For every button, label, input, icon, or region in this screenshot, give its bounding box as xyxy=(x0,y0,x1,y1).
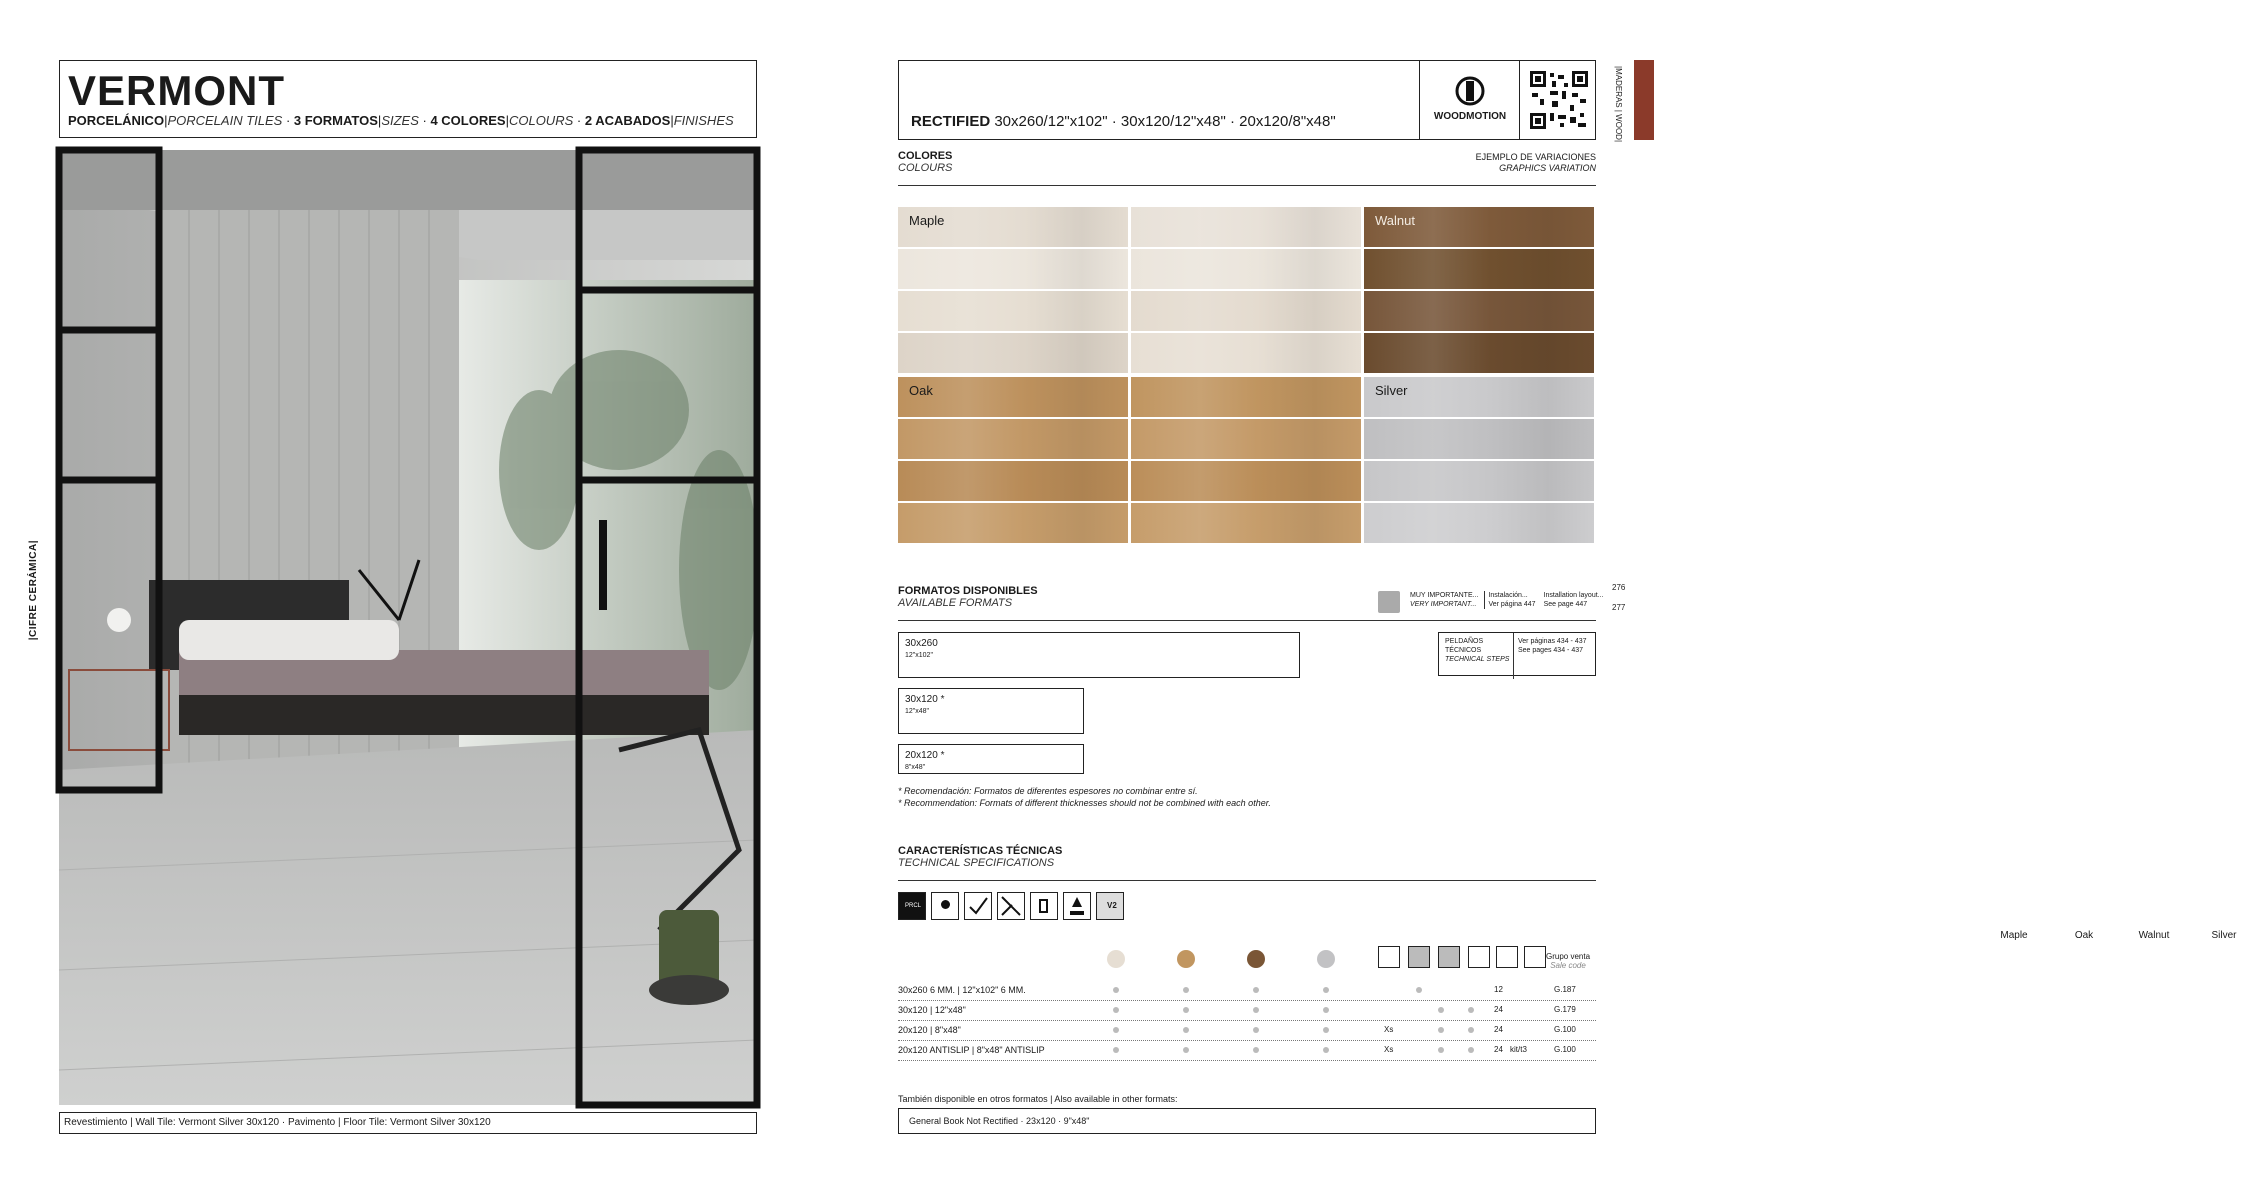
availability-dot xyxy=(1438,1027,1444,1033)
section-tab-label: |MADERAS | WOOD| xyxy=(1614,66,1623,143)
availability-dot xyxy=(1323,1047,1329,1053)
general-book-box: General Book Not Rectified · 23x120 · 9"x48" xyxy=(898,1108,1596,1134)
availability-dot xyxy=(1323,1007,1329,1013)
col-head-silver: Silver xyxy=(2211,930,2237,941)
also-available-label: También disponible en otros formatos | Also available in other formats: xyxy=(898,1094,1178,1104)
room-photo xyxy=(59,150,757,1105)
swatch-label-oak: Oak xyxy=(909,383,933,398)
col-head-maple: Maple xyxy=(2000,930,2028,941)
swatch-oak-4 xyxy=(898,503,1128,543)
row-group: G.100 xyxy=(1554,1045,1576,1054)
row-qty: 24 xyxy=(1494,1025,1503,1034)
format-20x120: 20x120 * 8"x48" xyxy=(898,744,1084,774)
color-dot-walnut xyxy=(1247,950,1265,968)
table-row xyxy=(898,1040,1596,1061)
swatch-oak-b-1 xyxy=(1131,377,1361,417)
page-numbers: 276 277 xyxy=(1612,583,1626,612)
technical-steps-box: PELDAÑOS TÉCNICOS TECHNICAL STEPS Ver páginas 434 - 437 See pages 434 - 437 xyxy=(1438,632,1596,676)
availability-dot xyxy=(1183,1027,1189,1033)
swatch-maple-1 xyxy=(898,207,1128,247)
availability-dot xyxy=(1438,1007,1444,1013)
swatch-maple-b-3 xyxy=(1131,291,1361,331)
swatch-walnut-1 xyxy=(1364,207,1594,247)
swatch-silver-2 xyxy=(1364,419,1594,459)
availability-dot xyxy=(1253,1027,1259,1033)
important-icon xyxy=(1378,591,1400,613)
formats-heading: FORMATOS DISPONIBLES AVAILABLE FORMATS xyxy=(898,585,1038,609)
colors-divider xyxy=(898,185,1596,186)
tech-heading: CARACTERÍSTICAS TÉCNICAS TECHNICAL SPECIFICATIONS xyxy=(898,845,1063,869)
photo-caption: Revestimiento | Wall Tile: Vermont Silver 30x120 · Pavimento | Floor Tile: Vermont Silver 30x120 xyxy=(59,1112,757,1134)
subtitle-formats: 3 FORMATOS xyxy=(293,113,378,128)
woodmotion-logo-icon xyxy=(1455,75,1485,107)
availability-dot xyxy=(1183,1007,1189,1013)
swatch-oak-1 xyxy=(898,377,1128,417)
availability-dot xyxy=(1468,1007,1474,1013)
col-head-walnut: Walnut xyxy=(2138,930,2170,941)
rectified-sizes-box xyxy=(898,60,1596,140)
brand-side-label: |CIFRE CERÁMICA| xyxy=(28,540,39,641)
swatch-maple-b-4 xyxy=(1131,333,1361,373)
availability-dot xyxy=(1468,1047,1474,1053)
swatch-oak-2 xyxy=(898,419,1128,459)
swatch-maple-b-1 xyxy=(1131,207,1361,247)
col-head-oak: Oak xyxy=(2074,930,2094,941)
availability-dot xyxy=(1416,987,1422,993)
row-label: 30x260 6 MM. | 12"x102" 6 MM. xyxy=(898,985,1026,995)
availability-dot xyxy=(1438,1047,1444,1053)
matt-icon xyxy=(931,892,959,920)
swatch-oak-b-2 xyxy=(1131,419,1361,459)
swatch-oak-b-3 xyxy=(1131,461,1361,501)
row-label: 20x120 ANTISLIP | 8"x48" ANTISLIP xyxy=(898,1045,1045,1055)
swatch-maple-3 xyxy=(898,291,1128,331)
spec-header-icon-1 xyxy=(1378,946,1400,968)
swatch-grid xyxy=(898,207,1596,547)
availability-dot xyxy=(1253,1007,1259,1013)
recommendation-note: * Recomendación: Formatos de diferentes espesores no combinar entre sí. * Recommendation: Formats of different thicknesses should not be combined with each other. xyxy=(898,786,1271,808)
woodmotion-logo-cell xyxy=(1419,61,1520,139)
row-qty: 24 xyxy=(1494,1045,1503,1054)
swatch-silver-3 xyxy=(1364,461,1594,501)
spec-header-icon-2 xyxy=(1408,946,1430,968)
availability-dot xyxy=(1253,987,1259,993)
qr-code-icon[interactable] xyxy=(1519,61,1597,139)
spec-header-icon-5 xyxy=(1496,946,1518,968)
swatch-silver-1 xyxy=(1364,377,1594,417)
color-dot-silver xyxy=(1317,950,1335,968)
availability-dot xyxy=(1323,1027,1329,1033)
row-label: 20x120 | 8"x48" xyxy=(898,1025,961,1035)
swatch-oak-b-4 xyxy=(1131,503,1361,543)
swatch-label-silver: Silver xyxy=(1375,383,1408,398)
rectified-sizes-text xyxy=(911,113,1336,130)
swatch-maple-4 xyxy=(898,333,1128,373)
row-extra: kit/t3 xyxy=(1510,1045,1527,1054)
page-title: VERMONT xyxy=(68,67,285,114)
table-row xyxy=(898,980,1596,1001)
prcl-icon: PRCL xyxy=(898,892,926,920)
availability-dot xyxy=(1113,1047,1119,1053)
swatch-walnut-2 xyxy=(1364,249,1594,289)
row-group: G.179 xyxy=(1554,1005,1576,1014)
group-header: Grupo venta Sale code xyxy=(1545,952,1591,970)
swatch-label-walnut: Walnut xyxy=(1375,213,1415,228)
row-qty: 12 xyxy=(1494,985,1503,994)
formats-divider xyxy=(898,620,1596,621)
availability-dot xyxy=(1323,987,1329,993)
variation-heading: EJEMPLO DE VARIACIONES GRAPHICS VARIATION xyxy=(1475,152,1596,173)
tech-divider xyxy=(898,880,1596,881)
swatch-walnut-4 xyxy=(1364,333,1594,373)
subtitle-porcelain: PORCELÁNICO xyxy=(68,113,165,128)
table-row xyxy=(898,1000,1596,1021)
wall-icon xyxy=(1030,892,1058,920)
availability-dot xyxy=(1183,1047,1189,1053)
swatch-maple-2 xyxy=(898,249,1128,289)
subtitle: PORCELÁNICO|PORCELAIN TILES · 3 FORMATOS|SIZES · 4 COLORES|COLOURS · 2 ACABADOS|FINISHES xyxy=(68,113,734,128)
antislip-icon xyxy=(997,892,1025,920)
rectified-label: RECTIFIED xyxy=(911,113,991,130)
table-row xyxy=(898,1020,1596,1041)
availability-dot xyxy=(1113,987,1119,993)
color-dot-oak xyxy=(1177,950,1195,968)
color-dot-maple xyxy=(1107,950,1125,968)
subtitle-colors: 4 COLORES xyxy=(430,113,506,128)
rectified-sizes: 30x260/12"x102" · 30x120/12"x48" · 20x120/8"x48" xyxy=(994,113,1336,130)
spec-header-icon-3 xyxy=(1438,946,1460,968)
swatch-oak-3 xyxy=(898,461,1128,501)
floor-icon xyxy=(1063,892,1091,920)
swatch-silver-4 xyxy=(1364,503,1594,543)
woodmotion-logo-text: WOODMOTION xyxy=(1433,111,1507,122)
bedroom-scene-illustration xyxy=(59,150,757,1105)
format-30x260: 30x260 12"x102" xyxy=(898,632,1300,678)
row-xs: Xs xyxy=(1384,1045,1394,1054)
spec-header-icon-4 xyxy=(1468,946,1490,968)
swatch-maple-b-2 xyxy=(1131,249,1361,289)
availability-dot xyxy=(1113,1027,1119,1033)
swatch-label-maple: Maple xyxy=(909,213,945,228)
availability-dot xyxy=(1253,1047,1259,1053)
format-30x120: 30x120 * 12"x48" xyxy=(898,688,1084,734)
variation-v2-icon: V2 xyxy=(1096,892,1124,920)
title-box xyxy=(59,60,757,138)
section-tab xyxy=(1634,60,1654,140)
row-label: 30x120 | 12"x48" xyxy=(898,1005,966,1015)
colors-heading: COLORES COLOURS xyxy=(898,150,953,174)
row-xs: Xs xyxy=(1384,1025,1394,1034)
availability-dot xyxy=(1113,1007,1119,1013)
important-note: MUY IMPORTANTE... VERY IMPORTANT...Instalación... Ver página 447Installation layout... See page 447 xyxy=(1410,592,1604,608)
subtitle-finishes: 2 ACABADOS xyxy=(584,113,671,128)
swatch-walnut-3 xyxy=(1364,291,1594,331)
availability-dot xyxy=(1183,987,1189,993)
qr-code-graphic xyxy=(1530,71,1588,129)
rectified-icon xyxy=(964,892,992,920)
row-group: G.100 xyxy=(1554,1025,1576,1034)
availability-dot xyxy=(1468,1027,1474,1033)
row-qty: 24 xyxy=(1494,1005,1503,1014)
row-group: G.187 xyxy=(1554,985,1576,994)
